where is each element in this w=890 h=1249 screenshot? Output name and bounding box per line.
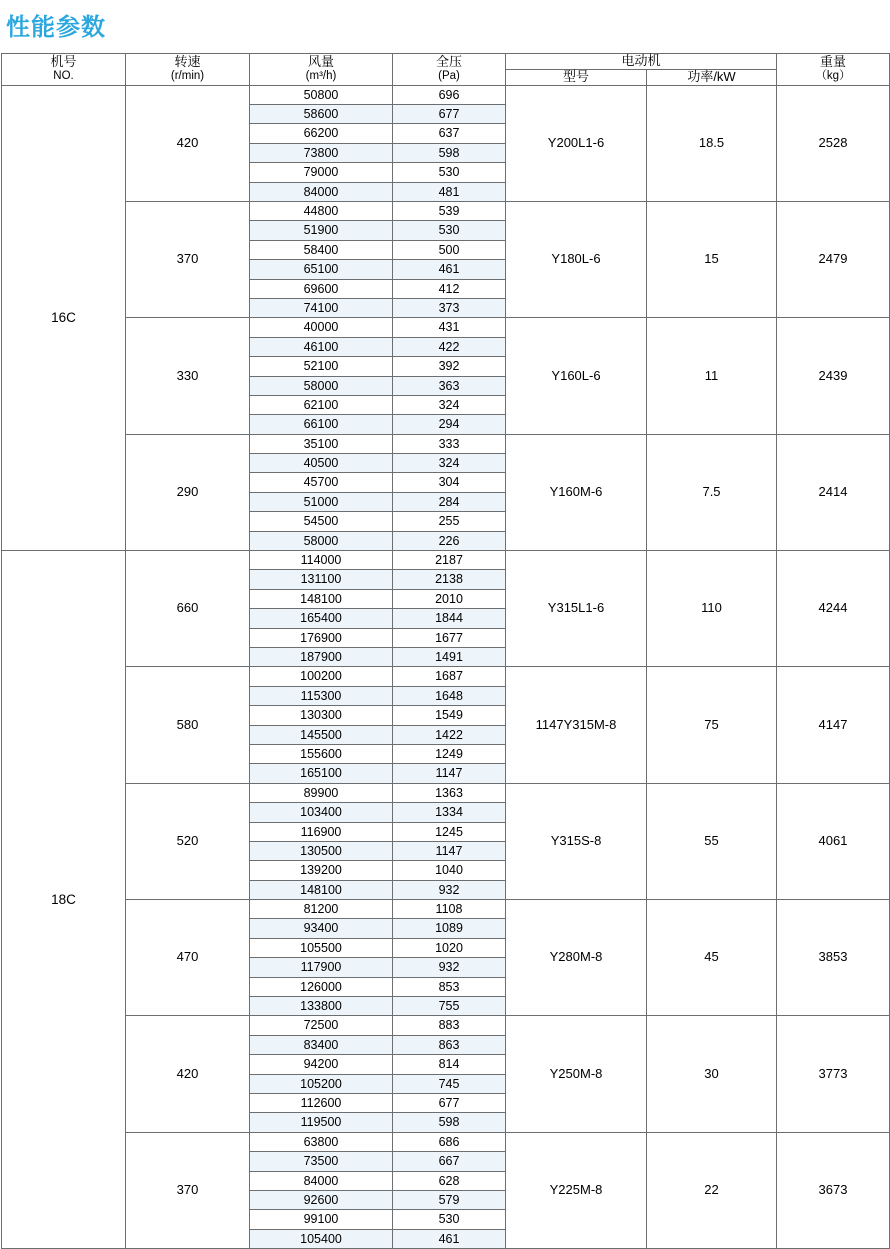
flow-cell: 133800 [250, 997, 393, 1016]
pressure-cell: 539 [393, 202, 506, 221]
table-row [2, 318, 890, 337]
motor-model-cell: Y160M-6 [506, 434, 647, 550]
pressure-cell: 324 [393, 395, 506, 414]
flow-cell: 52100 [250, 357, 393, 376]
motor-power-cell: 7.5 [647, 434, 777, 550]
speed-cell: 660 [126, 551, 250, 667]
motor-model-cell: Y160L-6 [506, 318, 647, 434]
flow-cell: 93400 [250, 919, 393, 938]
speed-cell: 470 [126, 900, 250, 1016]
table-header [2, 53, 890, 85]
flow-cell: 35100 [250, 434, 393, 453]
pressure-cell: 667 [393, 1152, 506, 1171]
column-header-weight [777, 53, 890, 85]
pressure-cell: 579 [393, 1190, 506, 1209]
pressure-cell: 677 [393, 1093, 506, 1112]
pressure-cell: 461 [393, 260, 506, 279]
weight-cell: 2479 [777, 202, 890, 318]
motor-power-cell: 45 [647, 900, 777, 1016]
motor-power-cell: 75 [647, 667, 777, 783]
flow-cell: 130300 [250, 706, 393, 725]
table-row [2, 85, 890, 104]
weight-cell: 3673 [777, 1132, 890, 1248]
column-header-no-main: 机号 [50, 54, 77, 70]
pressure-cell: 500 [393, 240, 506, 259]
pressure-cell: 2138 [393, 570, 506, 589]
motor-power-cell: 22 [647, 1132, 777, 1248]
flow-cell: 176900 [250, 628, 393, 647]
flow-cell: 73500 [250, 1152, 393, 1171]
pressure-cell: 333 [393, 434, 506, 453]
motor-model-cell: Y200L1-6 [506, 85, 647, 201]
pressure-cell: 883 [393, 1016, 506, 1035]
table-row [2, 202, 890, 221]
pressure-cell: 598 [393, 1113, 506, 1132]
flow-cell: 139200 [250, 861, 393, 880]
flow-cell: 50800 [250, 85, 393, 104]
flow-cell: 116900 [250, 822, 393, 841]
flow-cell: 62100 [250, 395, 393, 414]
flow-cell: 84000 [250, 182, 393, 201]
pressure-cell: 814 [393, 1055, 506, 1074]
flow-cell: 58000 [250, 531, 393, 550]
flow-cell: 155600 [250, 744, 393, 763]
flow-cell: 69600 [250, 279, 393, 298]
motor-model-cell: Y180L-6 [506, 202, 647, 318]
flow-cell: 126000 [250, 977, 393, 996]
model-no-cell: 16C [2, 85, 126, 550]
pressure-cell: 677 [393, 105, 506, 124]
motor-power-cell: 110 [647, 551, 777, 667]
pressure-cell: 1491 [393, 648, 506, 667]
pressure-cell: 324 [393, 454, 506, 473]
flow-cell: 73800 [250, 143, 393, 162]
flow-cell: 84000 [250, 1171, 393, 1190]
pressure-cell: 1020 [393, 938, 506, 957]
speed-cell: 420 [126, 85, 250, 201]
weight-cell: 2414 [777, 434, 890, 550]
flow-cell: 83400 [250, 1035, 393, 1054]
flow-cell: 130500 [250, 841, 393, 860]
flow-cell: 66200 [250, 124, 393, 143]
flow-cell: 40000 [250, 318, 393, 337]
flow-cell: 100200 [250, 667, 393, 686]
motor-model-cell: Y315S-8 [506, 783, 647, 899]
flow-cell: 58000 [250, 376, 393, 395]
speed-cell: 330 [126, 318, 250, 434]
pressure-cell: 226 [393, 531, 506, 550]
column-header-flow-main: 风量 [307, 54, 334, 70]
flow-cell: 89900 [250, 783, 393, 802]
column-header-speed-main: 转速 [174, 54, 201, 70]
flow-cell: 148100 [250, 880, 393, 899]
pressure-cell: 373 [393, 298, 506, 317]
pressure-cell: 431 [393, 318, 506, 337]
flow-cell: 51900 [250, 221, 393, 240]
pressure-cell: 412 [393, 279, 506, 298]
weight-cell: 4244 [777, 551, 890, 667]
column-header-motor: 电动机 [506, 53, 777, 69]
flow-cell: 99100 [250, 1210, 393, 1229]
weight-cell: 4061 [777, 783, 890, 899]
flow-cell: 105200 [250, 1074, 393, 1093]
pressure-cell: 304 [393, 473, 506, 492]
flow-cell: 117900 [250, 958, 393, 977]
pressure-cell: 1245 [393, 822, 506, 841]
motor-model-cell: Y250M-8 [506, 1016, 647, 1132]
column-header-no-sub: NO. [53, 70, 74, 83]
pressure-cell: 696 [393, 85, 506, 104]
flow-cell: 165100 [250, 764, 393, 783]
flow-cell: 119500 [250, 1113, 393, 1132]
column-header-flow [250, 53, 393, 85]
pressure-cell: 530 [393, 1210, 506, 1229]
pressure-cell: 530 [393, 221, 506, 240]
pressure-cell: 2187 [393, 551, 506, 570]
table-row [2, 434, 890, 453]
pressure-cell: 255 [393, 512, 506, 531]
pressure-cell: 598 [393, 143, 506, 162]
speed-cell: 370 [126, 1132, 250, 1248]
pressure-cell: 853 [393, 977, 506, 996]
flow-cell: 40500 [250, 454, 393, 473]
table-row [2, 1132, 890, 1151]
flow-cell: 94200 [250, 1055, 393, 1074]
pressure-cell: 1147 [393, 841, 506, 860]
weight-cell: 2439 [777, 318, 890, 434]
column-header-no [2, 53, 126, 85]
pressure-cell: 2010 [393, 589, 506, 608]
flow-cell: 63800 [250, 1132, 393, 1151]
flow-cell: 148100 [250, 589, 393, 608]
pressure-cell: 1844 [393, 609, 506, 628]
column-header-pressure [393, 53, 506, 85]
column-header-flow-sub: (m³/h) [305, 70, 337, 83]
table-row [2, 783, 890, 802]
speed-cell: 520 [126, 783, 250, 899]
pressure-cell: 1677 [393, 628, 506, 647]
pressure-cell: 755 [393, 997, 506, 1016]
pressure-cell: 1108 [393, 900, 506, 919]
flow-cell: 114000 [250, 551, 393, 570]
motor-power-cell: 55 [647, 783, 777, 899]
speed-cell: 580 [126, 667, 250, 783]
table-body [2, 85, 890, 1248]
pressure-cell: 1422 [393, 725, 506, 744]
pressure-cell: 1549 [393, 706, 506, 725]
flow-cell: 103400 [250, 803, 393, 822]
flow-cell: 51000 [250, 492, 393, 511]
pressure-cell: 422 [393, 337, 506, 356]
weight-cell: 2528 [777, 85, 890, 201]
weight-cell: 3773 [777, 1016, 890, 1132]
flow-cell: 79000 [250, 163, 393, 182]
speed-cell: 370 [126, 202, 250, 318]
pressure-cell: 481 [393, 182, 506, 201]
speed-cell: 420 [126, 1016, 250, 1132]
weight-cell: 3853 [777, 900, 890, 1016]
pressure-cell: 745 [393, 1074, 506, 1093]
column-header-speed [126, 53, 250, 85]
flow-cell: 105500 [250, 938, 393, 957]
flow-cell: 145500 [250, 725, 393, 744]
flow-cell: 131100 [250, 570, 393, 589]
pressure-cell: 932 [393, 880, 506, 899]
table-row [2, 1016, 890, 1035]
flow-cell: 46100 [250, 337, 393, 356]
flow-cell: 112600 [250, 1093, 393, 1112]
model-no-cell: 18C [2, 551, 126, 1249]
pressure-cell: 284 [393, 492, 506, 511]
pressure-cell: 863 [393, 1035, 506, 1054]
motor-power-cell: 30 [647, 1016, 777, 1132]
flow-cell: 165400 [250, 609, 393, 628]
pressure-cell: 628 [393, 1171, 506, 1190]
weight-cell: 4147 [777, 667, 890, 783]
motor-model-cell: Y280M-8 [506, 900, 647, 1016]
pressure-cell: 363 [393, 376, 506, 395]
flow-cell: 81200 [250, 900, 393, 919]
page-title: 性能参数 [6, 14, 106, 41]
motor-power-cell: 15 [647, 202, 777, 318]
pressure-cell: 1687 [393, 667, 506, 686]
pressure-cell: 392 [393, 357, 506, 376]
column-header-weight-main: 重量 [820, 54, 847, 70]
table-row [2, 551, 890, 570]
flow-cell: 105400 [250, 1229, 393, 1248]
speed-cell: 290 [126, 434, 250, 550]
column-header-motor-power: 功率/kW [647, 69, 777, 85]
pressure-cell: 294 [393, 415, 506, 434]
flow-cell: 187900 [250, 648, 393, 667]
pressure-cell: 1363 [393, 783, 506, 802]
pressure-cell: 932 [393, 958, 506, 977]
flow-cell: 92600 [250, 1190, 393, 1209]
flow-cell: 74100 [250, 298, 393, 317]
flow-cell: 115300 [250, 686, 393, 705]
flow-cell: 58600 [250, 105, 393, 124]
pressure-cell: 1648 [393, 686, 506, 705]
flow-cell: 72500 [250, 1016, 393, 1035]
column-header-motor-model: 型号 [506, 69, 647, 85]
motor-model-cell: Y315L1-6 [506, 551, 647, 667]
pressure-cell: 1040 [393, 861, 506, 880]
motor-model-cell: 1147Y315M-8 [506, 667, 647, 783]
pressure-cell: 1334 [393, 803, 506, 822]
header-row-1 [2, 53, 890, 69]
pressure-cell: 1249 [393, 744, 506, 763]
table-row [2, 900, 890, 919]
motor-power-cell: 18.5 [647, 85, 777, 201]
pressure-cell: 530 [393, 163, 506, 182]
pressure-cell: 686 [393, 1132, 506, 1151]
column-header-speed-sub: (r/min) [170, 70, 205, 83]
flow-cell: 66100 [250, 415, 393, 434]
column-header-weight-sub: （kg） [815, 70, 851, 83]
flow-cell: 65100 [250, 260, 393, 279]
pressure-cell: 1147 [393, 764, 506, 783]
flow-cell: 45700 [250, 473, 393, 492]
pressure-cell: 637 [393, 124, 506, 143]
pressure-cell: 461 [393, 1229, 506, 1248]
performance-table [1, 53, 890, 1249]
pressure-cell: 1089 [393, 919, 506, 938]
column-header-pressure-main: 全压 [435, 54, 462, 70]
flow-cell: 54500 [250, 512, 393, 531]
motor-power-cell: 11 [647, 318, 777, 434]
flow-cell: 44800 [250, 202, 393, 221]
motor-model-cell: Y225M-8 [506, 1132, 647, 1248]
column-header-pressure-sub: (Pa) [438, 70, 460, 83]
flow-cell: 58400 [250, 240, 393, 259]
table-row [2, 667, 890, 686]
